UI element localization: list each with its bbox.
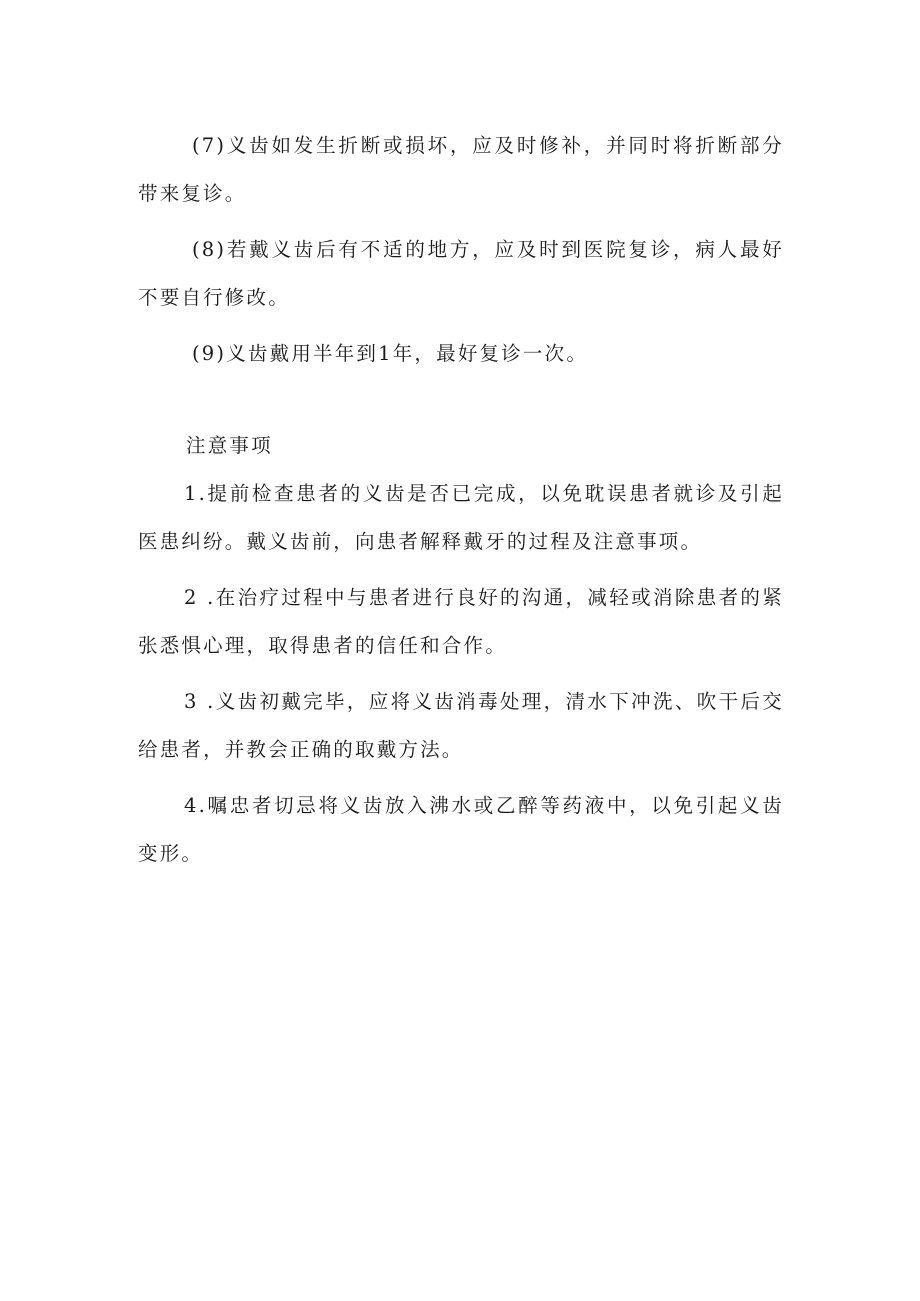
notes-heading: 注意事项 [186, 434, 273, 457]
note-item-4: 4.嘱忠者切忌将义齿放入沸水或乙醉等药液中，以免引起义齿变形。 [138, 794, 784, 865]
paragraph-item-9: (9)义齿戴用半年到1年，最好复诊一次。 [192, 342, 589, 365]
note-item-2: 2 .在治疗过程中与患者进行良好的沟通，减轻或消除患者的紧张悉惧心理，取得患者的信任和合作。 [138, 586, 784, 657]
note-item-1: 1.提前检查患者的义齿是否已完成，以免耽误患者就诊及引起医患纠纷。戴义齿前，向患者解释戴牙的过程及注意事项。 [138, 482, 784, 553]
note-item-3: 3 .义齿初戴完毕，应将义齿消毒处理，清水下冲洗、吹干后交给患者，并教会正确的取戴方法。 [138, 690, 784, 761]
paragraph-item-7: (7)义齿如发生折断或损坏，应及时修补，并同时将折断部分带来复诊。 [138, 134, 784, 205]
document-body [138, 122, 784, 886]
paragraph-item-8: (8)若戴义齿后有不适的地方，应及时到医院复诊，病人最好不要自行修改。 [138, 238, 784, 309]
